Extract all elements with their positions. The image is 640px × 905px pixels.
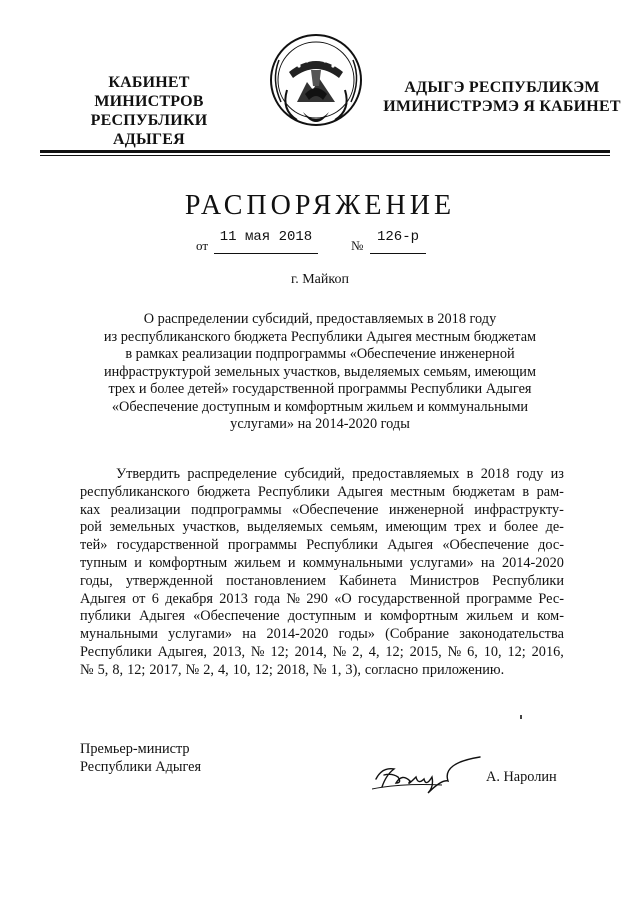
body-word: ках [80,501,101,518]
body-word: «Обеспечение [442,537,529,554]
body-word: 3), [345,661,361,678]
signatory-title-line-1: Премьер-министр [80,741,190,757]
body-word: и [287,554,296,571]
body-word: доступным [287,608,357,625]
subject-line: в рамках реализации подпрограммы «Обеспечение инженерной [125,346,515,362]
body-word: «О [334,590,352,607]
body-word: из [550,466,564,482]
body-word: году [516,466,544,482]
subject-line: О распределении субсидий, предоставляемых в 2018 году [143,311,497,327]
body-line [80,608,564,626]
document-date: 11 мая 2018 [214,229,318,254]
body-word: 4, [217,661,229,678]
body-word: государственной [358,590,460,607]
body-word: 2018 [480,466,510,482]
body-word: Адыгея [387,537,434,554]
body-word: приложению. [422,661,505,678]
body-word: публики [80,608,131,625]
document-subject [60,311,580,434]
body-word: де- [545,519,564,536]
body-word: трех [454,519,482,536]
body-word: предоставляемых [352,466,460,482]
body-word: № [286,590,301,607]
signatory-title [80,740,201,776]
body-word: № [250,643,265,660]
body-word: годы, [80,572,113,589]
body-word: 8, [112,661,124,678]
body-word: Республики [257,483,330,500]
body-line [80,662,564,680]
body-word: 2016, [531,643,564,660]
body-word: инженерной [388,501,464,518]
body-word: 12; [254,661,273,678]
body-word: Кабинета [339,572,397,589]
body-word: 2018, [276,661,310,678]
scan-speck [520,715,522,719]
body-word: 2014-2020 [266,626,329,643]
document-body [80,466,564,680]
body-word: государственной [116,537,219,554]
body-word: ком- [537,608,564,625]
body-word: рам- [536,483,564,500]
body-word: в [466,466,474,482]
body-word: тупным [80,554,128,571]
issuer-adyghe-line-2: ИМИНИСТРЭМЭ Я КАБИНЕТ [383,98,621,115]
body-word: 2014-2020 [501,554,564,571]
body-word: утвержденной [125,572,214,589]
issuer-name-adyghe [382,78,622,116]
body-word: более [503,519,539,536]
body-word: бюджетам [452,483,515,500]
body-word: года [254,590,281,607]
body-line [80,466,564,484]
body-word: 2014, [294,643,327,660]
body-line [80,573,564,591]
body-word: законодательства [459,626,564,643]
body-word: программы [227,537,297,554]
body-word: имеющим [385,519,447,536]
body-word: Республики [306,537,378,554]
body-word: постановлением [226,572,326,589]
document-city: г. Майкоп [291,272,349,287]
body-word: декабря [165,590,213,607]
body-word: комфортным [380,608,459,625]
body-word: «Обеспечение [193,608,280,625]
body-word: Адыгея, [157,643,207,660]
coat-of-arms-icon [267,30,365,134]
body-word: Адыгея [337,483,383,500]
body-word: услугами» [168,626,232,643]
body-word: Адыгея [139,608,185,625]
body-word: на [242,626,257,643]
body-word: мунальными [80,626,158,643]
body-word: от [132,590,146,607]
body-word: на [480,554,495,571]
body-word: Рес- [538,590,564,607]
body-word: Республики [492,572,564,589]
body-word: № [185,661,200,678]
body-word: 10, [483,643,502,660]
body-word: 2017, [149,661,182,678]
body-word: рой [80,519,102,536]
subject-line: трех и более детей» государственной программы Республики Адыгея [108,381,532,397]
body-word: 6 [151,590,159,607]
body-word: распределение [187,466,277,482]
body-word: местным [390,483,446,500]
body-word: Адыгея [80,590,126,607]
body-word: № [80,661,94,678]
body-word: № [313,661,327,678]
body-word: 12; [385,643,404,660]
subject-line: инфраструктурой земельных участков, выделяемых семьям, имеющим [103,363,537,380]
issuer-line-1: КАБИНЕТ МИНИСТРОВ [94,74,204,110]
issuer-name-russian [54,73,244,149]
body-word: 1, [330,661,342,678]
number-prefix: № [351,238,364,253]
document-title: РАСПОРЯЖЕНИЕ [184,190,456,221]
body-line [80,484,564,502]
body-word: программе [466,590,533,607]
body-word: 4, [368,643,380,660]
body-line [80,591,564,609]
body-word: Утвердить [116,466,181,482]
body-word: республиканского [80,483,190,500]
body-word: услугами» [409,554,474,571]
body-word: согласно [364,661,419,678]
issuer-line-2: РЕСПУБЛИКИ АДЫГЕЯ [90,112,208,148]
body-word: подпрограммы [190,501,282,518]
body-word: 2013, [212,643,246,660]
body-line [80,502,564,520]
body-word: 2, [352,643,363,660]
body-word: 2013 [219,590,248,607]
subject-line: из республиканского бюджета Республики Адыгея местным бюджетам [103,328,537,345]
body-word: 12; [127,661,146,678]
body-word: жильем [234,554,281,571]
header-divider-thin [40,155,610,156]
body-line [80,644,564,662]
body-word: инфраструкту- [474,501,564,518]
body-word: участков, [182,519,240,536]
body-word: 290 [306,590,328,607]
body-word: жильем [466,608,513,625]
body-word: коммунальными [302,554,403,571]
body-line [80,537,564,555]
body-line [80,626,564,644]
body-word: тей» [80,537,108,554]
body-word: 2, [203,661,214,678]
issuer-adyghe-line-1: АДЫГЭ РЕСПУБЛИКЭМ [404,79,600,96]
subject-line: «Обеспечение доступным и комфортным жильем и коммунальными [111,398,529,415]
body-word: бюджета [197,483,251,500]
handwritten-signature-icon [372,753,484,797]
body-word: (Собрание [385,626,449,643]
body-word: Республики [80,643,152,660]
body-line [80,519,564,537]
body-word: 2015, [409,643,442,660]
body-word: и [488,519,497,536]
subject-line: услугами» на 2014-2020 годы [230,416,410,432]
body-word: субсидий, [284,466,345,482]
signatory-title-line-2: Республики Адыгея [80,759,202,775]
body-word: «Обеспечение [292,501,379,518]
body-word: комфортным [149,554,228,571]
body-word: № [447,643,462,660]
date-prefix: от [196,238,209,253]
header-divider-thick [40,150,610,153]
body-word: дос- [538,537,564,554]
body-word: 12; [507,643,526,660]
body-word: 12; [270,643,289,660]
body-word: в [522,483,530,500]
body-word: реализации [110,501,181,518]
body-word: выделяемых [246,519,323,536]
body-word: № [332,643,347,660]
body-word: 5, [97,661,109,678]
document-number: 126-р [370,229,426,254]
body-word: и [134,554,142,571]
signatory-name: А. Наролин [486,769,557,785]
body-word: годы» [338,626,375,643]
body-word: и [521,608,529,625]
body-word: 6, [467,643,478,660]
body-word: 10, [232,661,251,678]
body-word: семьям, [330,519,378,536]
body-word: земельных [109,519,175,536]
body-word: и [364,608,372,625]
body-line [80,555,564,573]
body-word: Министров [409,572,480,589]
